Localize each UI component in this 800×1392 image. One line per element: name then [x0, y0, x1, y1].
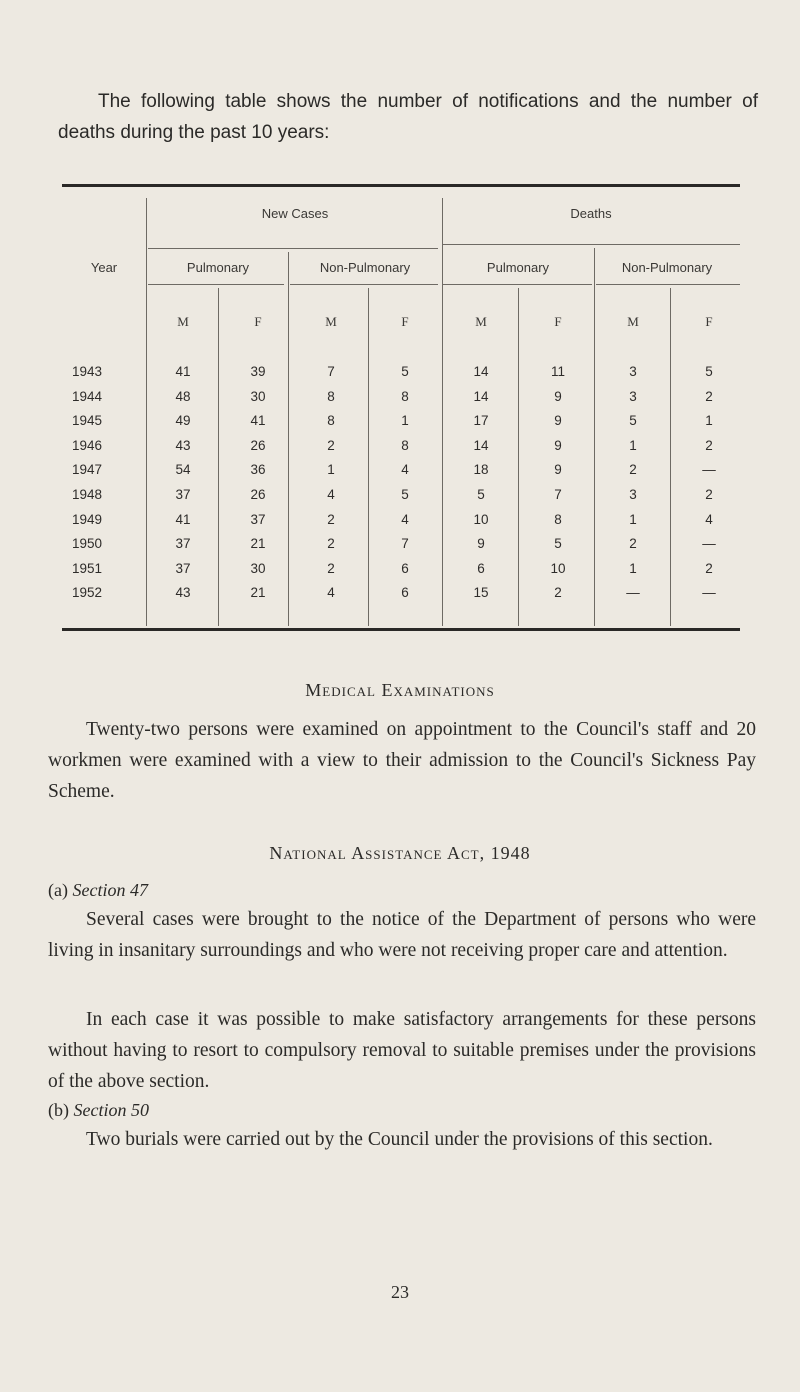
table-cell: 5: [477, 487, 485, 502]
sex-header: M: [325, 314, 337, 329]
table-cell: 4: [327, 487, 335, 502]
table-cell: 4: [401, 511, 409, 527]
table-cell: 30: [250, 560, 266, 576]
table-cell: 2: [327, 511, 335, 527]
table-cell: 2: [629, 462, 637, 478]
table-cell: 30: [250, 388, 266, 404]
divider-year: [146, 198, 147, 626]
table-year-cell: 1950: [71, 536, 103, 552]
table-cell: 7: [554, 487, 562, 502]
table-cell: 36: [250, 462, 266, 478]
table-cell: 2: [705, 560, 713, 576]
section-a-paragraph-1: Several cases were brought to the notice of the Department of persons who were living in insanitary surroundings and who were not receiving proper care and attention.: [48, 909, 756, 961]
new-cases-header: New Cases: [261, 206, 329, 221]
table-cell: 2: [554, 585, 562, 601]
table-cell: 26: [250, 487, 266, 502]
table-year-cell: 1943: [71, 364, 103, 379]
table-cell: 43: [175, 437, 191, 453]
table-cell: —: [702, 585, 716, 601]
divider-sub-3: [594, 248, 595, 626]
sex-header: M: [627, 314, 639, 329]
table-cell: 5: [554, 536, 562, 552]
table-cell: 21: [250, 536, 266, 552]
table-cell: 18: [473, 462, 489, 478]
table-cell: 10: [473, 511, 489, 527]
table-cell: 43: [175, 585, 191, 601]
table-top-rule: [62, 184, 740, 187]
new-non-pulmonary-header: Non-Pulmonary: [319, 260, 411, 275]
notifications-deaths-table: [62, 184, 740, 636]
section-b-title: Section 50: [73, 1100, 149, 1120]
table-cell: 2: [705, 437, 713, 453]
table-cell: 7: [327, 364, 335, 379]
table-cell: 1: [401, 413, 409, 429]
table-cell: 41: [175, 364, 191, 379]
table-cell: 3: [629, 487, 637, 502]
table-cell: —: [702, 462, 716, 478]
table-cell: 1: [327, 462, 335, 478]
intro-paragraph: The following table shows the number of notifications and the number of deaths during the past 10 years:: [58, 91, 758, 143]
table-cell: 37: [175, 560, 191, 576]
table-cell: 11: [550, 364, 565, 379]
table-cell: 9: [554, 437, 562, 453]
section-a-prefix: (a): [48, 880, 68, 900]
table-bottom-rule: [62, 628, 740, 631]
table-cell: 9: [554, 462, 562, 478]
table-cell: 2: [629, 536, 637, 552]
table-cell: 39: [250, 364, 266, 379]
table-cell: 1: [705, 413, 713, 429]
table-cell: —: [626, 585, 640, 601]
section-a-label: [48, 880, 148, 901]
page-number: 23: [391, 1282, 409, 1302]
table-cell: 26: [250, 437, 266, 453]
sub-rule-3: [442, 284, 592, 285]
year-header: Year: [90, 260, 118, 275]
section-a-title: Section 47: [72, 880, 148, 900]
table-cell: 3: [629, 364, 637, 379]
table-cell: 4: [401, 462, 409, 478]
table-year-cell: 1947: [71, 462, 103, 478]
table-cell: 8: [554, 511, 562, 527]
table-year-cell: 1952: [71, 585, 103, 601]
table-year-cell: 1946: [71, 437, 103, 453]
table-cell: 8: [327, 388, 335, 404]
table-cell: 4: [705, 511, 713, 527]
table-cell: 5: [401, 487, 409, 502]
table-year-cell: 1951: [71, 560, 103, 576]
medical-examinations-heading: Medical Examinations: [305, 680, 495, 700]
table-cell: 49: [175, 413, 191, 429]
table-cell: 8: [401, 437, 409, 453]
table-cell: 8: [327, 413, 335, 429]
sub-rule-4: [596, 284, 740, 285]
table-cell: 1: [629, 437, 637, 453]
table-cell: 5: [401, 364, 409, 379]
table-cell: 2: [327, 536, 335, 552]
table-cell: 2: [705, 487, 713, 502]
table-cell: 37: [175, 536, 191, 552]
table-year-cell: 1945: [71, 413, 103, 429]
table-cell: 10: [550, 560, 566, 576]
table-cell: 2: [327, 437, 335, 453]
sex-header: F: [254, 314, 262, 329]
section-b-prefix: (b): [48, 1100, 69, 1120]
table-cell: 14: [473, 364, 489, 379]
table-cell: 14: [473, 437, 489, 453]
medical-examinations-text: Twenty-two persons were examined on appointment to the Council's staff and 20 workmen were examined with a view to their admission to the Council's Sickness Pay Scheme.: [48, 719, 756, 802]
divider-mf-3: [518, 288, 519, 626]
table-cell: 2: [705, 388, 713, 404]
table-cell: 8: [401, 388, 409, 404]
table-cell: 6: [401, 585, 409, 601]
table-cell: 9: [477, 536, 485, 552]
national-assistance-heading: National Assistance Act, 1948: [269, 843, 531, 863]
table-cell: 48: [175, 388, 191, 404]
sex-header: F: [401, 314, 409, 329]
divider-mf-1: [218, 288, 219, 626]
deaths-pulmonary-header: Pulmonary: [486, 260, 550, 275]
sex-header: M: [475, 314, 487, 329]
table-year-cell: 1949: [71, 511, 103, 527]
table-cell: 14: [473, 388, 489, 404]
table-cell: 17: [473, 413, 489, 429]
deaths-rule: [442, 244, 740, 245]
table-cell: 4: [327, 585, 335, 601]
table-cell: 6: [401, 560, 409, 576]
table-cell: 41: [250, 413, 266, 429]
table-year-cell: 1948: [71, 487, 103, 502]
table-cell: 9: [554, 413, 562, 429]
sex-header: M: [177, 314, 189, 329]
table-cell: 54: [175, 462, 191, 478]
table-cell: 6: [477, 560, 485, 576]
sex-header: F: [705, 314, 713, 329]
divider-sub-1: [288, 252, 289, 626]
table-cell: 37: [250, 511, 266, 527]
table-cell: 21: [250, 585, 266, 601]
table-year-cell: 1944: [71, 388, 103, 404]
sub-rule-1: [148, 284, 284, 285]
section-b-paragraph-1: Two burials were carried out by the Council under the provisions of this section.: [86, 1129, 713, 1150]
table-cell: 5: [629, 413, 637, 429]
table-cell: —: [702, 536, 716, 552]
table-cell: 1: [629, 560, 637, 576]
sex-header: F: [554, 314, 562, 329]
table-cell: 7: [401, 536, 409, 552]
table-cell: 15: [473, 585, 489, 601]
table-cell: 1: [629, 511, 637, 527]
sub-rule-2: [290, 284, 438, 285]
new-cases-rule: [148, 248, 438, 249]
new-pulmonary-header: Pulmonary: [186, 260, 250, 275]
table-cell: 37: [175, 487, 191, 502]
table-cell: 3: [629, 388, 637, 404]
table-cell: 5: [705, 364, 713, 379]
divider-mf-2: [368, 288, 369, 626]
section-a-paragraph-2: In each case it was possible to make satisfactory arrangements for these persons without having to resort to compulsory removal to suitable premises under the provisions of the above section.: [48, 1009, 756, 1092]
section-b-label: [48, 1100, 149, 1121]
deaths-non-pulmonary-header: Non-Pulmonary: [621, 260, 713, 275]
table-cell: 41: [175, 511, 191, 527]
table-cell: 9: [554, 388, 562, 404]
deaths-header: Deaths: [570, 206, 612, 221]
table-cell: 2: [327, 560, 335, 576]
divider-mf-4: [670, 288, 671, 626]
